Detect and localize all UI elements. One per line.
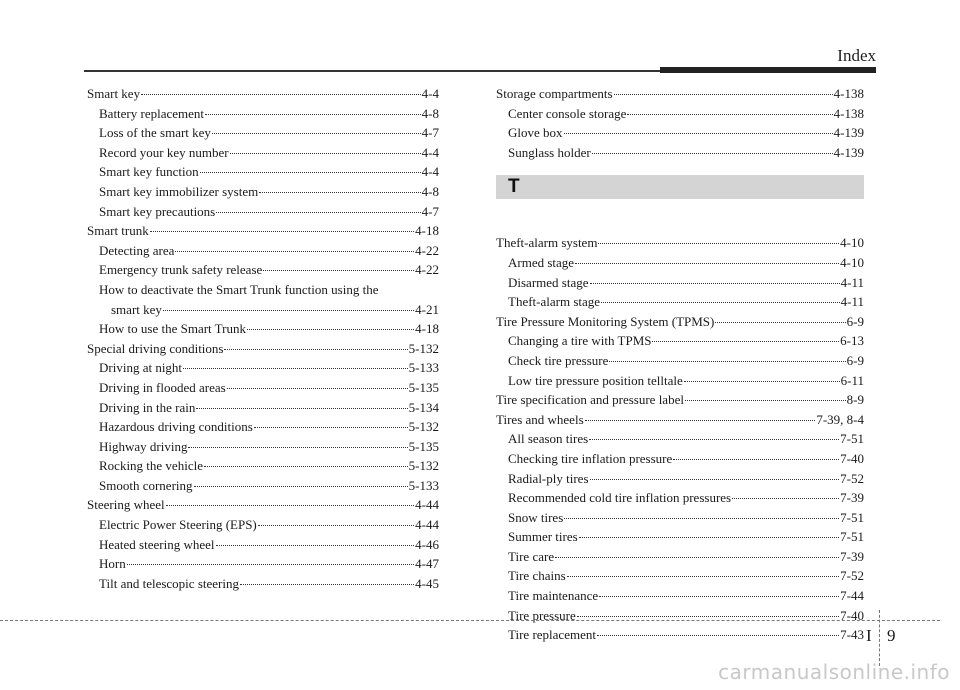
index-entry-label: Heated steering wheel [99,536,215,552]
dot-leader [575,263,839,264]
page-header-title: Index [837,46,876,65]
index-entry-page: 4-22 [415,242,439,258]
index-entry-label: Theft-alarm stage [508,294,601,310]
index-entry-label: Glove box [508,125,563,141]
dot-leader [627,114,832,115]
index-subentry[interactable] [496,143,864,163]
dot-leader [579,537,839,538]
dot-leader [204,466,408,467]
footer-section-letter: I [866,626,872,645]
index-entry-page: 4-46 [415,536,439,552]
index-entry-page: 7-51 [840,509,864,525]
index-entry[interactable] [87,221,439,241]
index-entry-label: Record your key number [99,144,229,160]
dot-leader [127,564,414,565]
index-entry-label: Checking tire inflation pressure [508,450,673,466]
index-entry-label: Storage compartments [496,86,613,101]
index-entry-page: 4-138 [833,105,864,121]
index-entry-page: 4-8 [421,105,439,121]
index-entry-page: 5-135 [408,379,439,395]
dot-leader [597,635,839,636]
index-subentry[interactable] [496,371,864,391]
index-entry-label: Theft-alarm system [496,235,598,251]
index-subentry[interactable] [496,547,864,567]
index-entry-page: 5-132 [408,340,439,356]
index-subentry[interactable] [87,123,439,143]
index-subentry[interactable] [496,449,864,469]
dot-leader [732,498,839,499]
dot-leader [609,361,845,362]
index-entry-label: Hazardous driving conditions [99,419,253,435]
index-entry-page: 4-11 [840,274,864,290]
dot-leader [590,479,840,480]
index-entry[interactable] [496,233,864,253]
index-entry-page: 4-4 [421,144,439,160]
index-subentry[interactable] [496,429,864,449]
dot-leader [196,408,407,409]
dot-leader [227,388,408,389]
index-entry-label: All season tires [508,431,589,447]
index-entry-label: Tilt and telescopic steering [99,575,239,591]
index-entry-page: 4-10 [840,235,864,251]
dot-leader [589,439,839,440]
index-subentry[interactable] [496,123,864,143]
index-entry-page: 4-10 [840,254,864,270]
index-subentry[interactable] [496,104,864,124]
index-entry-label: Center console storage [508,105,627,121]
index-entry-page: 7-52 [840,568,864,584]
index-entry-label: How to use the Smart Trunk [99,321,246,337]
index-entry-page: 4-4 [421,164,439,180]
index-entry-page: 7-43 [840,627,864,643]
index-subentry[interactable] [496,508,864,528]
index-entry-page: 4-21 [415,301,439,317]
index-subentry[interactable] [496,273,864,293]
index-entry-page: 4-18 [415,223,439,239]
index-entry-page: 4-44 [415,517,439,533]
index-entry-label: Disarmed stage [508,274,589,290]
index-subentry[interactable] [87,300,439,320]
index-entry-label: Check tire pressure [508,352,609,368]
index-entry-label: Tire maintenance [508,588,599,604]
index-entry-page: 7-52 [840,470,864,486]
index-entry-label: Smooth cornering [99,477,193,493]
index-subentry[interactable] [496,527,864,547]
index-entry-label: Tires and wheels [496,411,584,427]
dot-leader [564,133,833,134]
index-subentry[interactable] [87,319,439,339]
index-entry-page: 7-44 [840,588,864,604]
index-group-t [496,233,864,644]
index-subentry[interactable] [87,241,439,261]
index-subentry[interactable] [496,351,864,371]
dot-leader [212,133,421,134]
index-subentry[interactable] [87,456,439,476]
index-subentry[interactable] [87,358,439,378]
index-entry-label: Tire Pressure Monitoring System (TPMS) [496,313,715,329]
index-entry-label: Armed stage [508,254,575,270]
dot-leader [673,459,839,460]
footer-divider [879,610,880,666]
index-column-left [87,84,439,593]
index-subentry[interactable] [496,566,864,586]
index-entry-label: Tire replacement [508,627,596,643]
dot-leader [685,400,846,401]
dot-leader [585,420,816,421]
index-entry-label: Special driving conditions [87,340,224,356]
index-entry-label: Highway driving [99,438,188,454]
dot-leader [200,172,421,173]
index-entry-page: 5-132 [408,419,439,435]
index-subentry[interactable] [87,476,439,496]
index-entry-page: 8-9 [846,392,864,408]
index-entry-page: 4-18 [415,321,439,337]
index-subentry[interactable] [87,143,439,163]
dot-leader [258,525,414,526]
index-subentry[interactable] [87,202,439,222]
index-subentry[interactable] [496,331,864,351]
dot-leader [205,114,421,115]
index-entry-label: Snow tires [508,509,564,525]
index-entry-label: Horn [99,556,126,572]
dot-leader [564,518,839,519]
index-entry-label: Summer tires [508,529,578,545]
dot-leader [555,557,839,558]
dot-leader [224,349,407,350]
index-entry-label: Electric Power Steering (EPS) [99,517,257,533]
index-subentry[interactable] [87,182,439,202]
dot-leader [216,545,415,546]
index-entry-label: Loss of the smart key [99,125,211,141]
index-entry-label: Smart key function [99,164,199,180]
dot-leader [183,368,408,369]
section-letter-bar [496,175,864,199]
index-entry-label: Radial-ply tires [508,470,589,486]
watermark-text: carmanualsonline.info [718,660,950,684]
index-entry-label: Smart trunk [87,223,149,239]
index-entry-page: 6-9 [846,313,864,329]
index-subentry[interactable] [496,625,864,645]
index-entry[interactable] [496,84,864,104]
index-entry-label: Steering wheel [87,497,165,513]
index-subentry[interactable] [87,260,439,280]
dot-leader [163,310,414,311]
index-entry-page: 6-11 [840,372,864,388]
index-entry-label: Tire specification and pressure label [496,392,684,408]
index-entry-label: smart key [111,301,162,317]
dot-leader [614,94,833,95]
dot-leader [175,251,414,252]
index-entry-page: 4-4 [421,86,439,101]
index-entry-page: 7-51 [840,431,864,447]
index-subentry[interactable] [496,606,864,626]
index-entry-page: 4-11 [840,294,864,310]
index-entry-page: 4-8 [421,183,439,199]
index-entry-label: Smart key immobilizer system [99,183,259,199]
dot-leader [259,192,420,193]
index-entry-page: 5-133 [408,477,439,493]
dot-leader [652,341,839,342]
footer-rule [0,620,940,621]
index-entry-page: 5-132 [408,458,439,474]
dot-leader [715,322,845,323]
dot-leader [567,576,840,577]
index-entry-page: 7-40 [840,607,864,623]
index-entry-page: 7-51 [840,529,864,545]
index-subentry[interactable] [87,162,439,182]
index-entry[interactable] [496,410,864,430]
index-entry-page: 4-7 [421,203,439,219]
index-entry[interactable] [496,312,864,332]
index-subentry[interactable] [496,488,864,508]
index-entry-page: 4-47 [415,556,439,572]
dot-leader [684,381,840,382]
index-entry-page: 7-39 [840,548,864,564]
index-subentry[interactable] [496,469,864,489]
index-entry-page: 5-133 [408,360,439,376]
index-entry-page: 6-13 [840,333,864,349]
dot-leader [141,94,421,95]
dot-leader [577,616,839,617]
dot-leader [194,486,408,487]
dot-leader [601,302,840,303]
index-entry-label: Driving in flooded areas [99,379,226,395]
index-subentry[interactable] [87,398,439,418]
index-subentry[interactable] [87,515,439,535]
index-entry-label: Sunglass holder [508,144,591,160]
dot-leader [240,584,414,585]
index-entry-label: Rocking the vehicle [99,458,203,474]
index-entry-page: 4-138 [833,86,864,101]
index-subentry[interactable] [496,292,864,312]
index-entry-page: 7-39, 8-4 [816,411,864,427]
index-entry[interactable] [87,495,439,515]
index-subentry[interactable] [87,574,439,594]
footer-page-number: 9 [887,626,896,645]
index-entry-label: Emergency trunk safety release [99,262,263,278]
index-entry-label: Recommended cold tire inflation pressures [508,490,732,506]
index-subentry[interactable] [496,253,864,273]
index-subentry[interactable] [87,378,439,398]
dot-leader [599,596,839,597]
index-subentry[interactable] [87,535,439,555]
dot-leader [230,153,421,154]
index-entry[interactable] [87,84,439,104]
index-entry-label: How to deactivate the Smart Trunk function using the [99,281,379,297]
index-entry-page: 4-7 [421,125,439,141]
header-rule-accent [660,67,876,73]
index-entry-page: 7-40 [840,450,864,466]
dot-leader [598,243,839,244]
index-entry-page: 4-22 [415,262,439,278]
dot-leader [166,505,415,506]
index-entry-page: 4-139 [833,125,864,141]
section-letter: T [508,176,520,198]
index-entry-page: 5-135 [408,438,439,454]
dot-leader [216,212,420,213]
index-column-right [496,84,864,645]
index-entry[interactable] [87,339,439,359]
index-entry-page: 4-45 [415,575,439,591]
index-subentry[interactable] [87,104,439,124]
index-entry-label: Tire pressure [508,607,576,623]
index-entry-label: Driving at night [99,360,183,376]
index-entry-label: Detecting area [99,242,175,258]
dot-leader [592,153,833,154]
dot-leader [247,329,414,330]
index-subentry[interactable] [87,280,439,300]
index-entry-label: Changing a tire with TPMS [508,333,652,349]
dot-leader [263,270,414,271]
index-entry-label: Smart key precautions [99,203,216,219]
index-subentry[interactable] [87,417,439,437]
index-entry-label: Low tire pressure position telltale [508,372,683,388]
index-entry-page: 4-139 [833,144,864,160]
dot-leader [254,427,408,428]
index-entry-label: Tire chains [508,568,566,584]
index-entry-page: 4-44 [415,497,439,513]
index-entry-label: Driving in the rain [99,399,196,415]
index-subentry[interactable] [87,437,439,457]
index-entry-label: Battery replacement [99,105,205,121]
index-entry[interactable] [496,390,864,410]
index-entry-label: Tire care [508,548,555,564]
index-group-s-continued [496,84,864,162]
index-entry-page: 5-134 [408,399,439,415]
index-subentry[interactable] [87,554,439,574]
dot-leader [590,283,840,284]
index-entry-label: Smart key [87,86,141,101]
index-subentry[interactable] [496,586,864,606]
dot-leader [188,447,407,448]
index-entry-page: 6-9 [846,352,864,368]
index-entry-page: 7-39 [840,490,864,506]
dot-leader [150,231,414,232]
